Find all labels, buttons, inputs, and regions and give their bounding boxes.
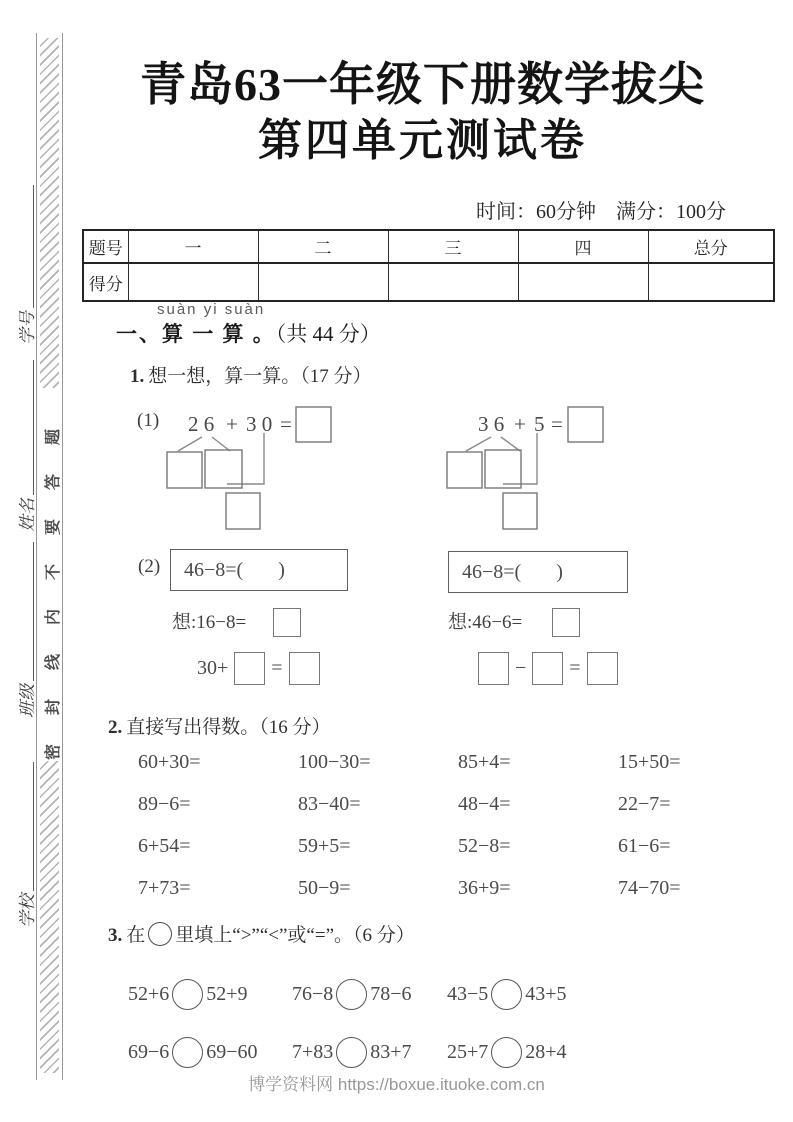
answer-box[interactable]: [587, 652, 618, 685]
equals-sign: =: [280, 412, 292, 436]
section1-heading: [116, 318, 381, 348]
score-table-header-cell: 一: [128, 230, 258, 263]
plus-sign: +: [514, 412, 526, 436]
comparison-circle[interactable]: [491, 979, 522, 1010]
operand-a: 3 6: [478, 412, 505, 436]
score-row-label: 得分: [83, 263, 128, 301]
question2-number: 2.: [108, 717, 123, 738]
math-item[interactable]: 6+54=: [138, 834, 191, 857]
question1-number: 1.: [130, 366, 145, 387]
student-name-blank-line[interactable]: [13, 360, 34, 495]
question1-heading: [130, 361, 372, 388]
right-expression: 83+7: [370, 1040, 412, 1063]
student-name-field: [13, 360, 37, 532]
math-item[interactable]: 52−8=: [458, 834, 511, 857]
left-expression: 25+7: [447, 1040, 489, 1063]
answer-box[interactable]: [205, 450, 242, 488]
decomposition-diagram-right: [440, 403, 655, 535]
score-table-header-cell: 四: [518, 230, 648, 263]
math-item[interactable]: 50−9=: [298, 876, 351, 899]
student-id-field: [13, 185, 37, 345]
score-cell[interactable]: [648, 263, 774, 301]
mental-math-grid: [138, 741, 783, 909]
equals-sign: =: [569, 657, 581, 679]
school-blank-line[interactable]: [13, 762, 34, 891]
student-name-label: 姓名: [18, 498, 37, 532]
branch-line: [501, 437, 520, 451]
connector-line: [227, 433, 264, 484]
paper-title-line1: 青岛63一年级下册数学拔尖: [140, 59, 705, 110]
answer-box[interactable]: [552, 608, 580, 637]
time-score-note: 时间：60分钟 满分：100分: [476, 201, 726, 223]
score-cell[interactable]: [388, 263, 518, 301]
math-item[interactable]: 83−40=: [298, 792, 361, 815]
student-id-blank-line[interactable]: [13, 185, 34, 308]
score-table-header-cell: 三: [388, 230, 518, 263]
answer-box[interactable]: [167, 452, 202, 488]
right-expression: 69−60: [206, 1040, 258, 1063]
right-expression: 52+9: [206, 982, 248, 1005]
comparison-item: [292, 979, 447, 1010]
answer-box[interactable]: [532, 652, 563, 685]
minus-sign: −: [515, 657, 527, 679]
comparison-item: [447, 979, 607, 1010]
comparison-item: [292, 1037, 447, 1068]
section1-title: 一、算 一 算 。: [116, 322, 276, 346]
class-blank-line[interactable]: [13, 542, 34, 681]
right-expression: 28+4: [525, 1040, 567, 1063]
question3-text-post: 里填上“>”“<”或“=”。（6 分）: [175, 925, 415, 946]
think-step-right: 想:46−6=: [448, 612, 523, 633]
comparison-item: [128, 979, 292, 1010]
comparison-circle[interactable]: [336, 979, 367, 1010]
answer-box[interactable]: [296, 407, 331, 442]
plus-sign: +: [226, 412, 238, 436]
branch-line: [466, 437, 491, 451]
school-field: [13, 762, 37, 928]
answer-box[interactable]: [503, 493, 537, 529]
think-step-left: 想:16−8=: [172, 612, 247, 633]
math-item[interactable]: 100−30=: [298, 750, 371, 773]
math-item[interactable]: 15+50=: [618, 750, 681, 773]
school-label: 学校: [18, 894, 37, 928]
score-cell[interactable]: [518, 263, 648, 301]
score-cell[interactable]: [258, 263, 388, 301]
math-item[interactable]: 74−70=: [618, 876, 681, 899]
right-expression: 78−6: [370, 982, 412, 1005]
seal-hatch-top: [40, 38, 59, 388]
example-circle-icon: [148, 922, 172, 946]
math-item[interactable]: 59+5=: [298, 834, 351, 857]
math-item[interactable]: 22−7=: [618, 792, 671, 815]
connector-line: [503, 433, 537, 484]
question3-number: 3.: [108, 925, 123, 946]
branch-line: [178, 437, 202, 451]
question1-text: 想一想，算一算。（17 分）: [148, 366, 372, 387]
math-item[interactable]: 61−6=: [618, 834, 671, 857]
math-item[interactable]: 60+30=: [138, 750, 201, 773]
sum-row-left: [197, 652, 320, 685]
paper-title-line2: 第四单元测试卷: [258, 115, 587, 165]
math-item[interactable]: 48−4=: [458, 792, 511, 815]
comparison-circle[interactable]: [336, 1037, 367, 1068]
paper-title: [60, 56, 785, 168]
score-table-header-cell: 题号: [83, 230, 128, 263]
section1-score: （共 44 分）: [275, 322, 381, 346]
branch-line: [212, 437, 230, 451]
seal-hatch-bottom: [40, 761, 59, 1073]
seal-strip: [36, 33, 63, 1080]
math-item[interactable]: 85+4=: [458, 750, 511, 773]
score-table-header-cell: 总分: [648, 230, 774, 263]
question2-heading: [108, 712, 331, 739]
comparison-grid: [128, 965, 607, 1081]
answer-box[interactable]: [234, 652, 265, 685]
comparison-item: [128, 1037, 292, 1068]
part1-label: (1): [137, 410, 160, 431]
boxed-equation-right[interactable]: 46−8=( ): [448, 551, 628, 593]
operand-b: 5: [534, 412, 545, 436]
comparison-circle[interactable]: [491, 1037, 522, 1068]
equals-sign: =: [271, 657, 283, 679]
question3-text-pre: 在: [126, 925, 146, 946]
equals-sign: =: [551, 412, 563, 436]
source-watermark[interactable]: 博学资料网 https://boxue.ituoke.com.cn: [248, 1075, 545, 1094]
comparison-circle[interactable]: [172, 1037, 203, 1068]
part2-label: (2): [138, 556, 161, 577]
comparison-item: [447, 1037, 607, 1068]
left-expression: 76−8: [292, 982, 334, 1005]
math-item[interactable]: 36+9=: [458, 876, 511, 899]
answer-box[interactable]: [447, 452, 482, 488]
answer-box[interactable]: [226, 493, 260, 529]
answer-box[interactable]: [273, 608, 301, 637]
sum-prefix: 30+: [197, 657, 229, 679]
operand-b: 3 0: [246, 412, 273, 436]
score-cell[interactable]: [128, 263, 258, 301]
section1-pinyin: suàn yi suàn: [157, 301, 266, 318]
math-item[interactable]: 7+73=: [138, 876, 191, 899]
answer-box[interactable]: [568, 407, 603, 442]
sum-row-right: [478, 652, 618, 685]
class-label: 班级: [18, 684, 37, 718]
question2-text: 直接写出得数。（16 分）: [126, 717, 331, 738]
score-table: [82, 229, 775, 302]
class-field: [13, 542, 37, 718]
answer-box[interactable]: [485, 450, 521, 488]
answer-box[interactable]: [478, 652, 509, 685]
score-table-header-cell: 二: [258, 230, 388, 263]
right-expression: 43+5: [525, 982, 567, 1005]
decomposition-diagram-left: [130, 403, 345, 535]
left-expression: 43−5: [447, 982, 489, 1005]
seal-line-text: 密封线内不要答题: [45, 399, 62, 760]
left-expression: 69−6: [128, 1040, 170, 1063]
operand-a: 2 6: [188, 412, 215, 436]
left-expression: 52+6: [128, 982, 170, 1005]
boxed-equation-left[interactable]: 46−8=( ): [170, 549, 348, 591]
question3-heading: [108, 920, 415, 947]
comparison-circle[interactable]: [172, 979, 203, 1010]
math-item[interactable]: 89−6=: [138, 792, 191, 815]
student-id-label: 学号: [18, 311, 37, 345]
answer-box[interactable]: [289, 652, 320, 685]
left-expression: 7+83: [292, 1040, 334, 1063]
